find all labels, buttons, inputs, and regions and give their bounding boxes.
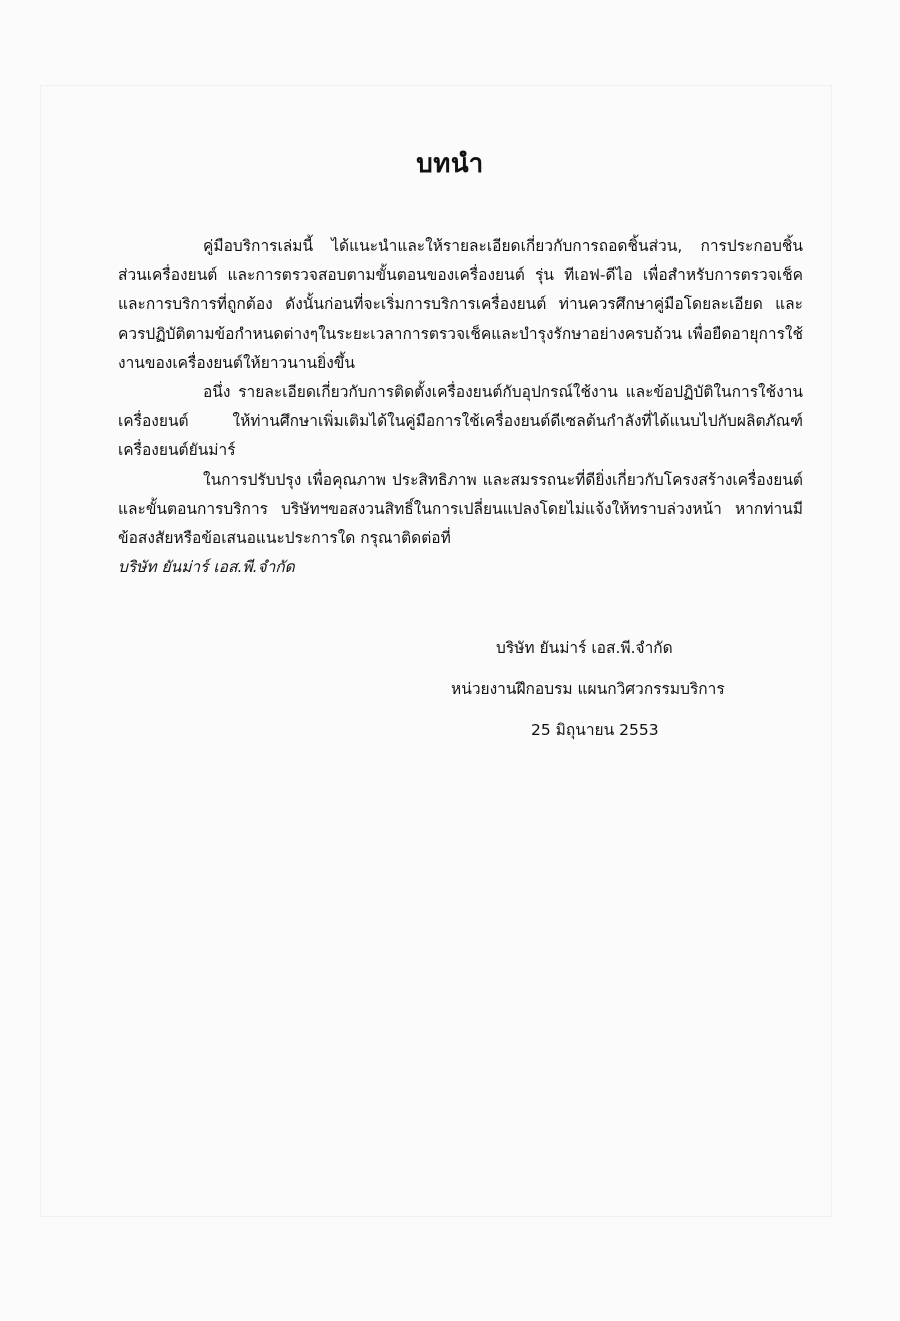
contact-company: บริษัท ยันม่าร์ เอส.พี.จำกัด — [118, 558, 295, 577]
page-title: บทนำ — [416, 149, 484, 179]
paragraph-3: ในการปรับปรุง เพื่อคุณภาพ ประสิทธิภาพ และสมรรถนะที่ดียิ่งเกี่ยวกับโครงสร้างเครื่องยนต์และขั้นตอนการบริการ บริษัทฯขอสงวนสิทธิ์ในการเปลี่ยนแปลงโดยไม่แจ้งให้ทราบล่วงหน้า หากท่านมีข้อสงสัยหรือข้อเสนอแนะประการใด กรุณาติดต่อที่ — [118, 470, 803, 548]
body-text — [118, 232, 803, 582]
signature-department: หน่วยงานฝึกอบรม แผนกวิศวกรรมบริการ — [451, 680, 725, 698]
paragraph-1: คู่มือบริการเล่มนี้ ได้แนะนำและให้รายละเอียดเกี่ยวกับการถอดชิ้นส่วน, การประกอบชิ้นส่วนเครื่องยนต์ และการตรวจสอบตามขั้นตอนของเครื่องยนต์ รุ่น ทีเอฟ-ดีไอ เพื่อสำหรับการตรวจเช็คและการบริการที่ถูกต้อง ดังนั้นก่อนที่จะเริ่มการบริการเครื่องยนต์ ท่านควรศึกษาคู่มือโดยละเอียด และควรปฏิบัติตามข้อกำหนดต่างๆในระยะเวลาการตรวจเช็คและบำรุงรักษาอย่างครบถ้วน เพื่อยืดอายุการใช้งานของเครื่องยนต์ให้ยาวนานยิ่งขึ้น — [118, 237, 803, 372]
paragraph-2: อนึ่ง รายละเอียดเกี่ยวกับการติดตั้งเครื่องยนต์กับอุปกรณ์ใช้งาน และข้อปฏิบัติในการใช้งานเครื่องยนต์ ให้ท่านศึกษาเพิ่มเติมได้ในคู่มือการใช้เครื่องยนต์ดีเซลต้นกำลังที่ได้แนบไปกับผลิตภัณฑ์เครื่องยนต์ยันม่าร์ — [118, 383, 803, 460]
signature-date: 25 มิถุนายน 2553 — [531, 721, 659, 739]
signature-company: บริษัท ยันม่าร์ เอส.พี.จำกัด — [496, 639, 673, 657]
